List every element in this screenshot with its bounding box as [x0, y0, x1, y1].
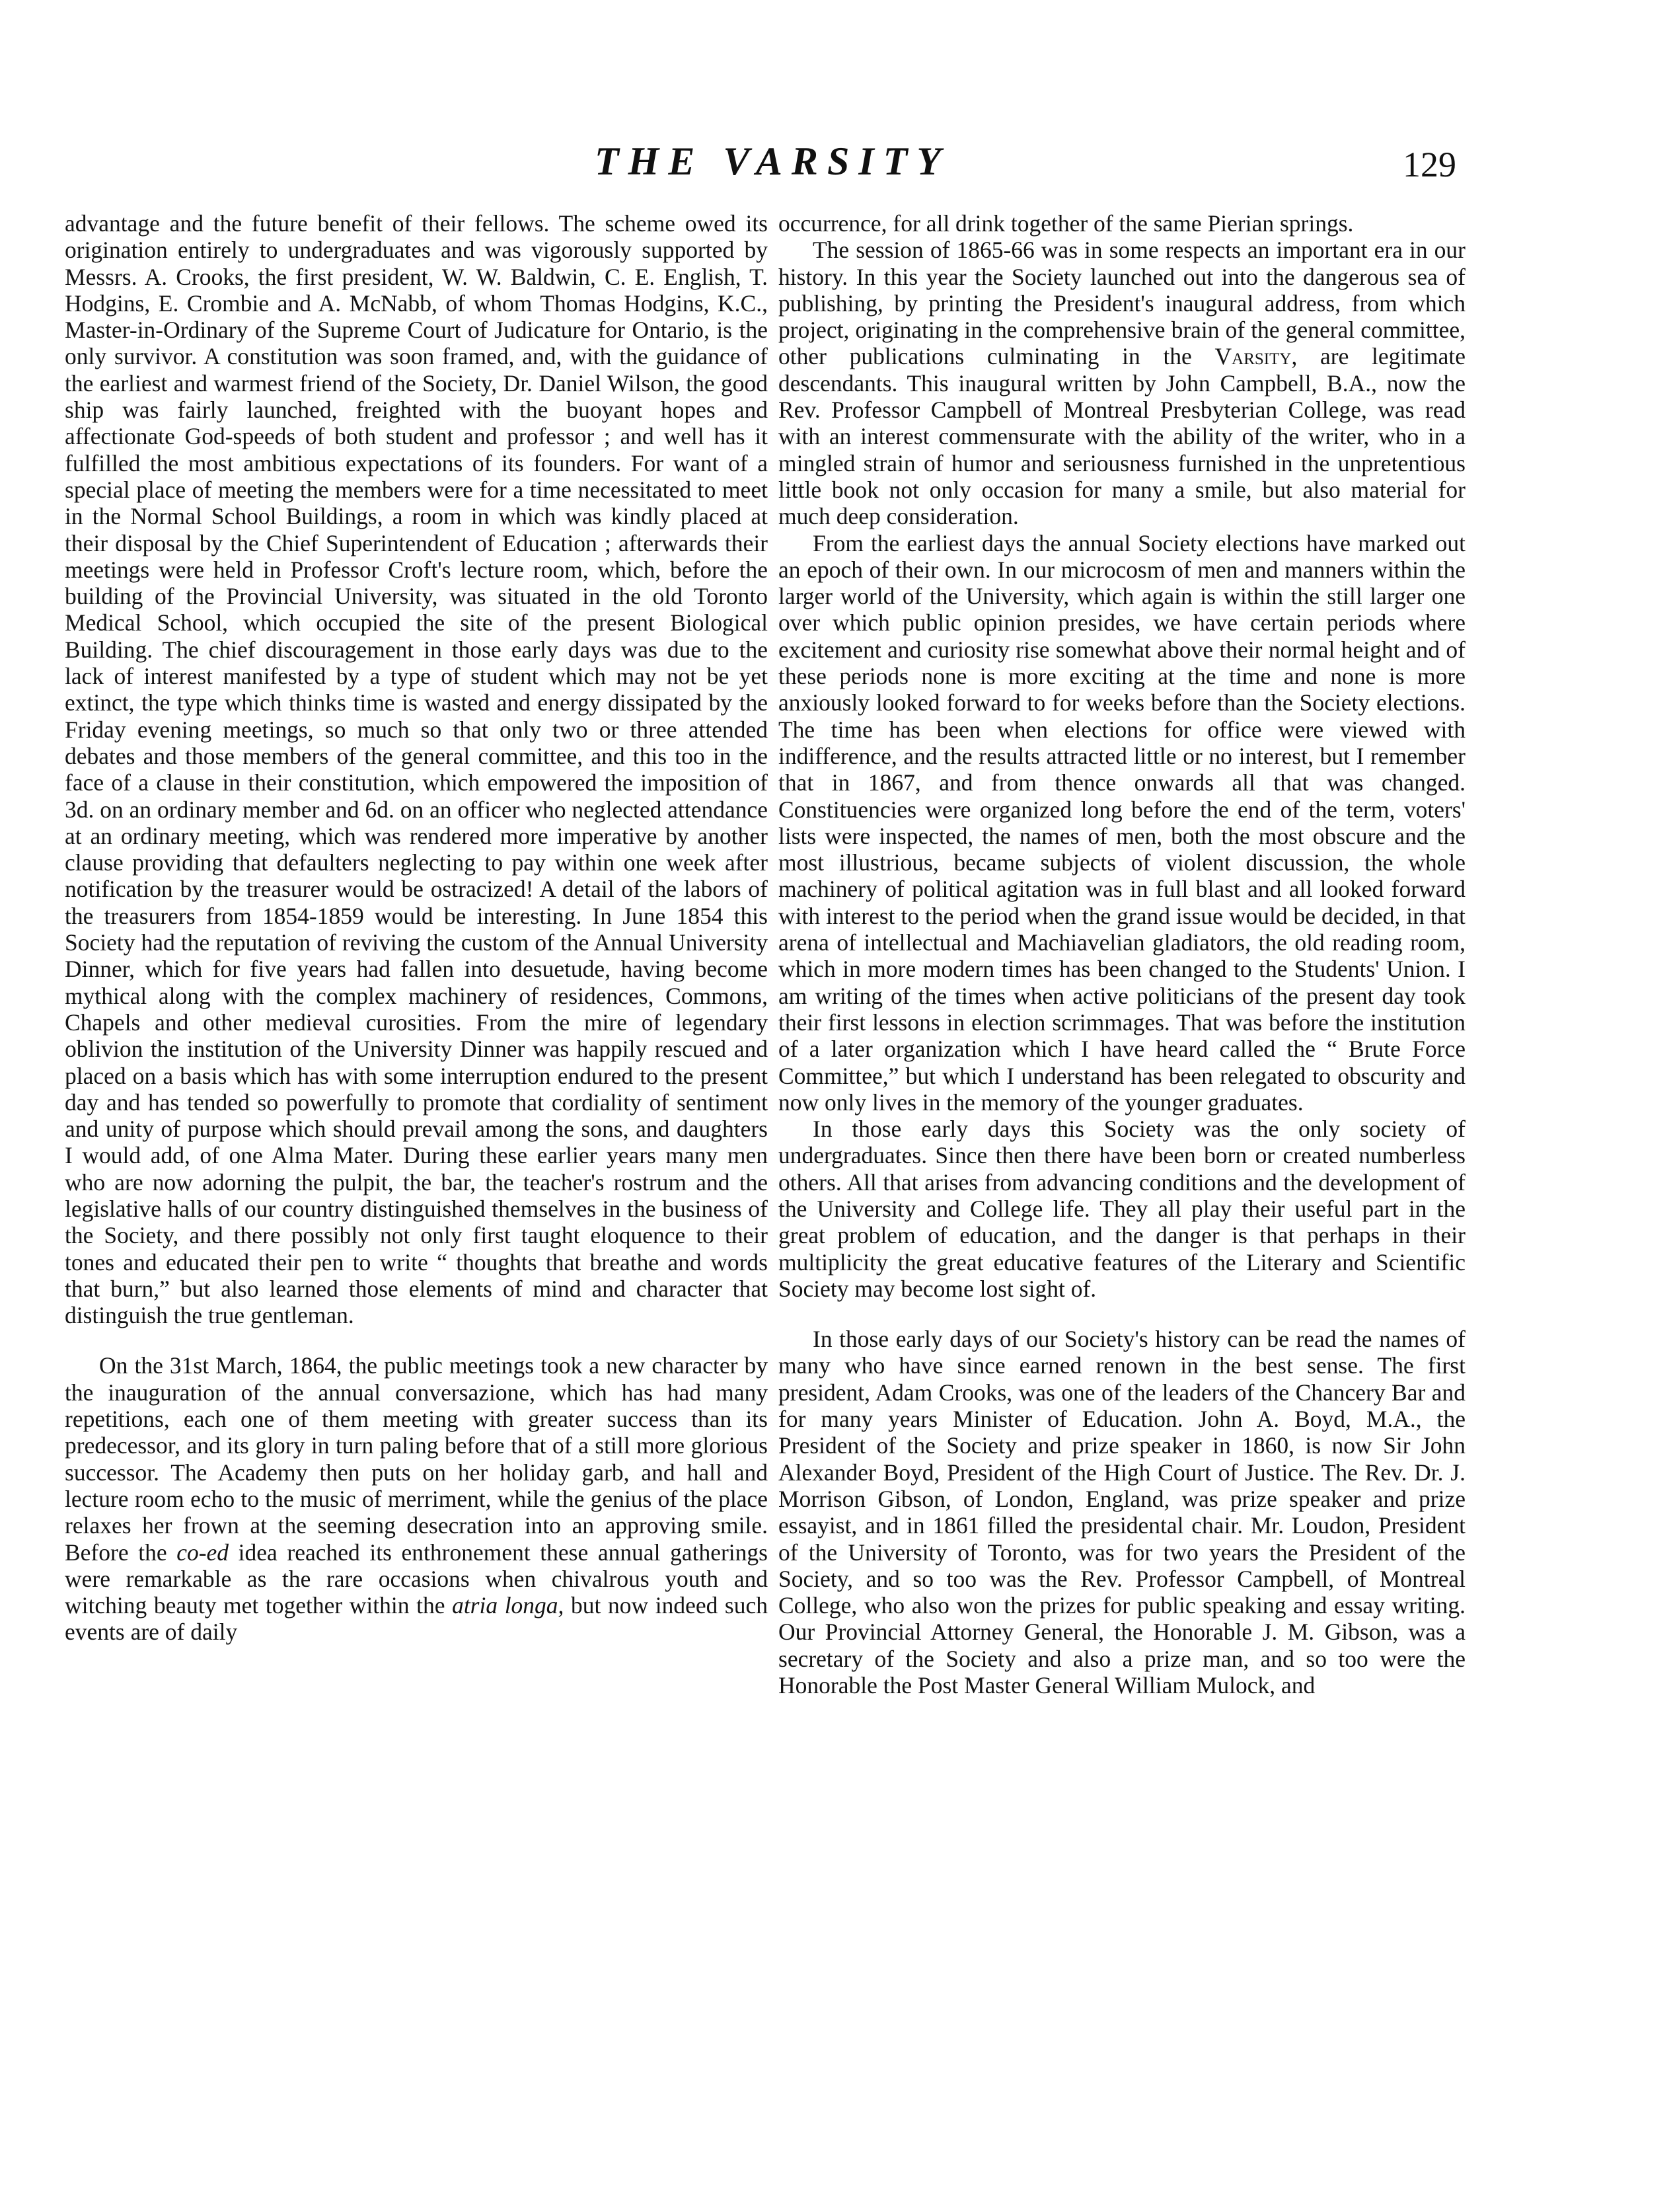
- page-number: 129: [1403, 145, 1456, 184]
- paragraph: In those early days this Society was the only society of undergraduates. Since then there have been born or created numberless others. All that arises from advancing conditions and the development of the University and College life. They all play their useful part in the great problem of education, and the danger is that perhaps in their multiplicity the great educative features of the Literary and Scientific Society may become lost sight of.: [778, 1116, 1466, 1302]
- paragraph: From the earliest days the annual Society elections have marked out an epoch of their own. In our microcosm of men and manners within the larger world of the University, which again is within the still larger one over which public opinion presides, we have certain periods where excitement and curiosity rise somewhat above their normal height and of these periods none is more exciting at the time and none is more anxiously looked forward to for weeks before than the Society elections. The time has been when elections for office were viewed with indifference, and the results attracted little or no interest, but I remember that in 1867, and from thence onwards all that was changed. Constituencies were organized long before the end of the term, voters' lists were inspected, the names of men, both the most obscure and the most illustrious, became subjects of violent discussion, the whole machinery of political agitation was in full blast and all looked forward with interest to the period when the grand issue would be decided, in that arena of intellectual and Machiavelian gladiators, the old reading room, which in more modern times has been changed to the Students' Union. I am writing of the times when active politicians of the present day took their first lessons in election scrimmages. That was before the institution of a later organization which I have heard called the “ Brute Force Committee,” but which I understand has been relegated to obscurity and now only lives in the memory of the younger graduates.: [778, 529, 1466, 1116]
- italic-text: co-ed: [176, 1539, 229, 1566]
- text-run: idea reached its enthronement these annual gatherings were remarkable as the rare occasions when chivalrous youth and witching beauty met together within the: [65, 1539, 768, 1619]
- text-run: On the 31st March, 1864, the public meetings took a new character by the inauguration of the annual conversazione, which has had many repetitions, each one of them meeting with greater success than its predecessor, and its glory in turn paling before that of a still more glorious successor. The Academy then puts on her holiday garb, and hall and lecture room echo to the music of merriment, while the genius of the place relaxes her frown at the seeming desecration into an approving smile. Before the: [65, 1352, 768, 1566]
- right-column: [778, 210, 1466, 1698]
- paragraph: In those early days of our Society's history can be read the names of many who have since earned renown in the best sense. The first president, Adam Crooks, was one of the leaders of the Chancery Bar and for many years Minister of Education. John A. Boyd, M.A., the President of the Society and prize speaker in 1860, is now Sir John Alexander Boyd, President of the High Court of Justice. The Rev. Dr. J. Morrison Gibson, of London, England, was prize speaker and prize essayist, and in 1861 filled the presidental chair. Mr. Loudon, President of the University of Toronto, was for two years the President of the Society, and so too was the Rev. Professor Campbell, of Montreal College, who also won the prizes for public speaking and essay writing. Our Provincial Attorney General, the Honorable J. M. Gibson, was a secretary of the Society and also a prize man, and so too were the Honorable the Post Master General William Mulock, and: [778, 1326, 1466, 1699]
- small-caps-text: Varsity: [1214, 343, 1292, 370]
- italic-text: atria longa,: [452, 1592, 564, 1619]
- paragraph: [65, 1352, 768, 1645]
- text-run: but now indeed such events are of daily: [65, 1592, 768, 1646]
- paragraph: occurrence, for all drink together of the same Pierian springs.: [778, 210, 1354, 237]
- left-column: [65, 210, 768, 1646]
- page-header: [0, 139, 1671, 211]
- paragraph: [778, 237, 1466, 529]
- text-run: The session of 1865-66 was in some respects an important era in our history. In this year the Society launched out into the dangerous sea of publishing, by printing the President's inaugural address, from which project, originating in the comprehensive brain of the general committee, other publications culminating in the: [778, 237, 1466, 370]
- paragraph: advantage and the future benefit of their fellows. The scheme owed its origination entirely to undergraduates and was vigorously supported by Messrs. A. Crooks, the first president, W. W. Baldwin, C. E. English, T. Hodgins, E. Crombie and A. McNabb, of whom Thomas Hodgins, K.C., Master-in-Ordinary of the Supreme Court of Judicature for Ontario, is the only survivor. A constitution was soon framed, and, with the guidance of the earliest and warmest friend of the Society, Dr. Daniel Wilson, the good ship was fairly launched, freighted with the buoyant hopes and affectionate God-speeds of both student and professor ; and well has it fulfilled the most ambitious expectations of its founders. For want of a special place of meeting the members were for a time necessitated to meet in the Normal School Buildings, a room in which was kindly placed at their disposal by the Chief Superintendent of Education ; afterwards their meetings were held in Professor Croft's lecture room, which, before the building of the Provincial University, was situated in the old Toronto Medical School, which occupied the site of the present Biological Building. The chief discouragement in those early days was due to the lack of interest manifested by a type of student which may not be yet extinct, the type which thinks time is wasted and energy dissipated by the Friday evening meetings, so much so that only two or three attended debates and those members of the general committee, and this too in the face of a clause in their constitution, which empowered the imposition of 3d. on an ordinary member and 6d. on an officer who neglected attendance at an ordinary meeting, which was rendered more imperative by another clause providing that defaulters neglecting to pay within one week after notification by the treasurer would be ostracized! A detail of the labors of the treasurers from 1854-1859 would be interesting. In June 1854 this Society had the reputation of reviving the custom of the Annual University Dinner, which for five years had fallen into desuetude, having become mythical along with the complex machinery of residences, Commons, Chapels and other medieval curosities. From the mire of legendary oblivion the institution of the University Dinner was happily rescued and placed on a basis which has with some interruption endured to the present day and has tended so powerfully to promote that cordiality of sentiment and unity of purpose which should prevail among the sons, and daughters I would add, of one Alma Mater. During these earlier years many men who are now adorning the pulpit, the bar, the teacher's rostrum and the legislative halls of our country distinguished themselves in the business of the Society, and there possibly not only first taught eloquence to their tones and educated their pen to write “ thoughts that breathe and words that burn,” but also learned those elements of mind and character that distinguish the true gentleman.: [65, 210, 768, 1329]
- text-run: , are legitimate descendants. This inaugural written by John Campbell, B.A., now the Rev. Professor Campbell of Montreal Presbyterian College, was read with an interest commensurate with the ability of the writer, who in a mingled strain of humor and seriousness furnished in the unpretentious little book not only occasion for many a smile, but also material for much deep consideration.: [778, 343, 1466, 530]
- masthead-title: THE VARSITY: [595, 139, 950, 183]
